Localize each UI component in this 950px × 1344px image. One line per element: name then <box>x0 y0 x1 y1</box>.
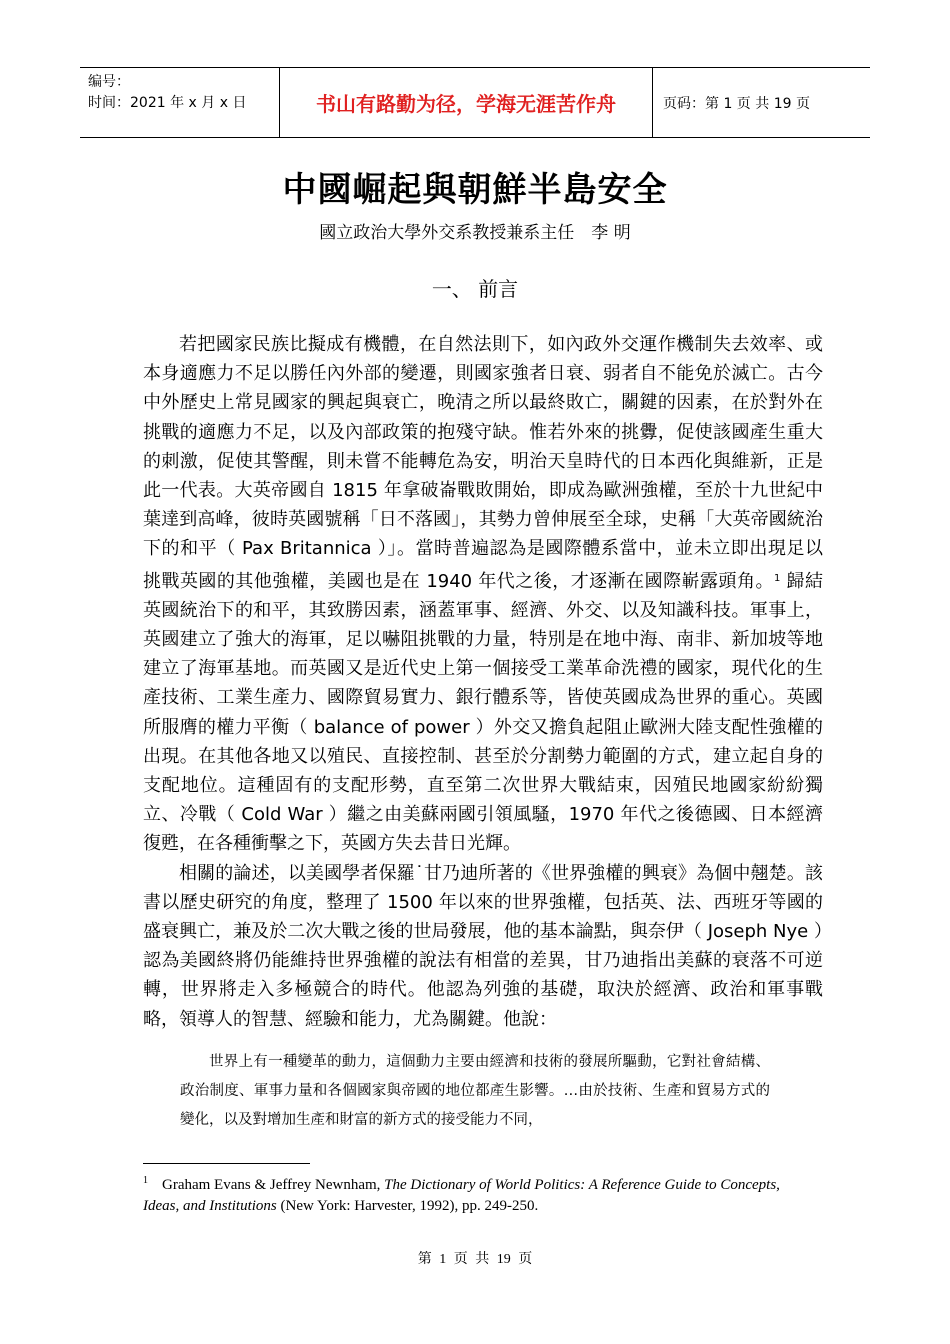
page-footer <box>0 1248 950 1268</box>
header-page-label: 页码：第 1 页 共 19 页 <box>663 95 810 112</box>
footer-gong: 共 <box>475 1252 490 1267</box>
paragraph-text: 歸結英國統治下的和平，其致勝因素，涵蓋軍事、經濟、外交、以及知識科技。軍事上，英國建立了強大的海軍，足以嚇阻挑戰的力量，特別是在地中海、南非、新加坡等地建立了海軍基地。而英國又是近代史上第一個接受工業革命洗禮的國家，現代化的生產技術、工業生產力、國際貿易實力、銀行體系等，皆使英國成為世界的重心。英國所服膺的權力平衡（ balance of power ）外交又擔負起阻止歐洲大陸支配性強權的出現。在其他各地又以殖民、直接控制、甚至於分割勢力範圍的方式，建立起自身的支配地位。這種固有的支配形勢，直至第二次世界大戰結束，因殖民地國家紛紛獨立、冷戰（ Cold War ）繼之由美蘇兩國引領風騷，1970 年代之後德國、日本經濟復甦，在各種衝擊之下，英國方失去昔日光輝。 <box>143 570 824 855</box>
document-title: 中國崛起與朝鮮半島安全 <box>282 170 668 210</box>
footer-di: 第 <box>417 1252 432 1267</box>
footnote-book-title: The Dictionary of World Politics: A Reference Guide to Concepts, Ideas, and Institutions <box>143 1177 780 1214</box>
header-meta <box>80 68 280 137</box>
footer-total-pages: 19 <box>496 1252 511 1267</box>
quote-text: 世界上有一種變革的動力，這個動力主要由經濟和技術的發展所驅動，它對社會結構、政治制度、軍事力量和各個國家與帝國的地位都產生影響。…由於技術、生產和貿易方式的變化，以及對增加生產和財富的新方式的接受能力不同， <box>180 1054 770 1128</box>
body-text <box>143 330 823 1034</box>
block-quote <box>180 1048 770 1135</box>
paragraph-text: 若把國家民族比擬成有機體，在自然法則下，如內政外交運作機制失去效率、或本身適應力不足以勝任內外部的變遷，則國家強者日衰、弱者自不能免於滅亡。古今中外歷史上常見國家的興起與衰亡，晚清之所以最終敗亡，關鍵的因素，在於對外在挑戰的適應力不足，以及內部政策的抱殘守缺。惟若外來的挑釁，促使該國產生重大的刺激，促使其警醒，則未嘗不能轉危為安，明治天皇時代的日本西化與維新，正是此一代表。大英帝國自 1815 年拿破崙戰敗開始，即成為歐洲強權，至於十九世紀中葉達到高峰，彼時英國號稱「日不落國」，其勢力曾伸展至全球，史稱「大英帝國統治下的和平（ Pax Britannica ）」。當時普遍認為是國際體系當中，並未立即出現足以挑戰英國的其他強權，美國也是在 1940 年代之後，才逐漸在國際嶄露頭角。 <box>143 334 823 592</box>
document-header <box>80 67 870 138</box>
footnote-number: 1 <box>143 1175 148 1186</box>
section-heading: 一、 前言 <box>431 277 519 301</box>
footnote <box>143 1170 783 1217</box>
footnote-reference[interactable]: 1 <box>773 572 781 584</box>
footer-page-number: 1 <box>439 1252 447 1267</box>
footnote-authors: Graham Evans & Jeffrey Newnham, <box>162 1177 385 1193</box>
footnote-divider <box>143 1163 310 1164</box>
footnote-publication: (New York: Harvester, 1992), pp. 249-250. <box>276 1198 539 1214</box>
author-line: 國立政治大學外交系教授兼系主任 李 明 <box>319 223 631 243</box>
number-label: 编号： <box>88 74 130 90</box>
time-label: 时间：2021 年 x 月 x 日 <box>88 95 247 111</box>
footer-ye: 页 <box>453 1252 468 1267</box>
paragraph: 相關的論述，以美國學者保羅˙甘乃迪所著的《世界強權的興衰》為個中翹楚。該書以歷史研究的角度，整理了 1500 年以來的世界強權，包括英、法、西班牙等國的盛衰興亡，兼及於二次大戰之後的世局發展，他的基本論點，與奈伊（ Joseph Nye ）認為美國終將仍能維持世界強權的說法有相當的差異，甘乃迪指出美蘇的衰落不可逆轉，世界將走入多極競合的時代。他認為列強的基礎，取決於經濟、政治和軍事戰略，領導人的智慧、經驗和能力，尤為關鍵。他說： <box>143 862 823 1030</box>
header-motto: 书山有路勤为径，学海无涯苦作舟 <box>280 68 653 137</box>
paragraph <box>143 330 823 859</box>
footer-ye2: 页 <box>518 1252 533 1267</box>
